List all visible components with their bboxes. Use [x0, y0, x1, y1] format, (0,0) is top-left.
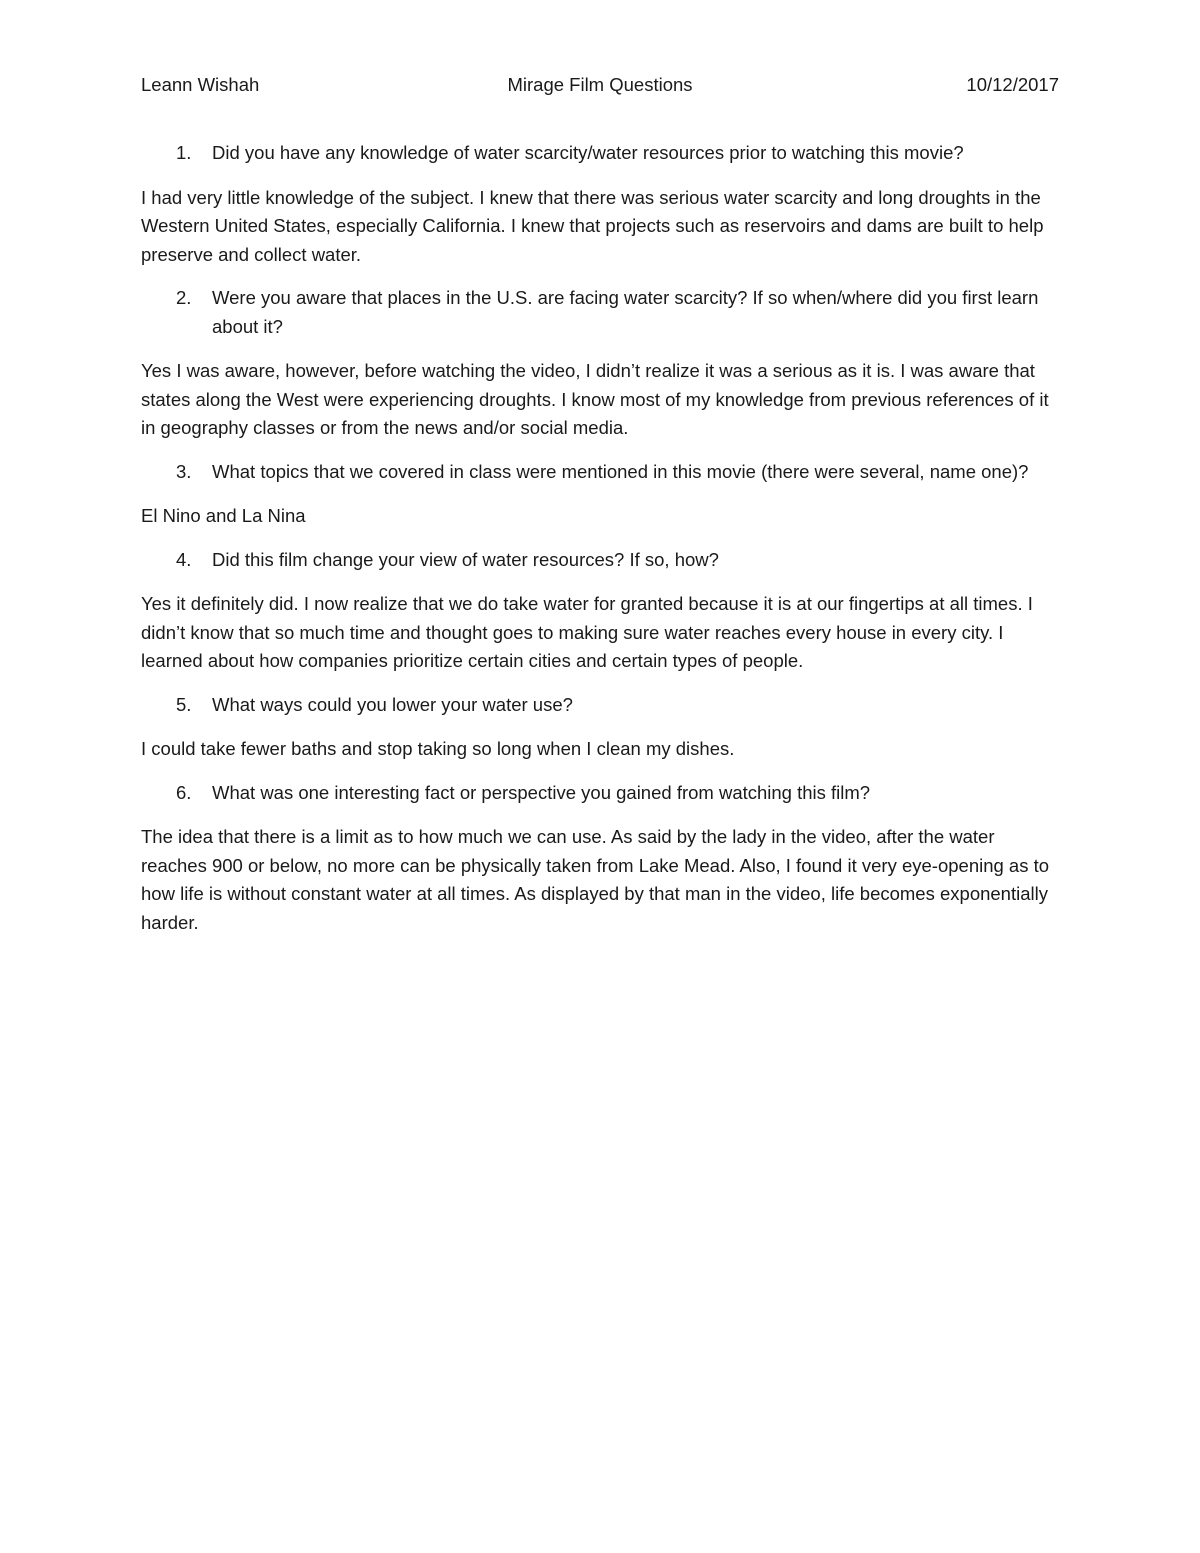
question-number: 4.	[176, 548, 192, 570]
question-number: 2.	[176, 287, 192, 308]
answer-3: El Nino and La Nina	[141, 505, 306, 526]
question-1	[141, 139, 1063, 168]
answer-2: Yes I was aware, however, before watching the video, I didn’t realize it was a serious as it is. I was aware that states along the West were experiencing droughts. I know most of my knowledge from previous references of it in geography classes or from the news and/or social media.	[141, 360, 1049, 438]
question-number: 6.	[176, 781, 192, 803]
question-number: 1.	[176, 142, 192, 163]
answer-5: I could take fewer baths and stop taking so long when I clean my dishes.	[141, 738, 735, 759]
question-number: 3.	[176, 460, 192, 482]
question-text: What ways could you lower your water use?	[212, 693, 573, 715]
question-text: What was one interesting fact or perspective you gained from watching this film?	[212, 781, 871, 803]
page-header	[141, 71, 1059, 99]
question-2	[141, 284, 1063, 341]
answer-4: Yes it definitely did. I now realize that we do take water for granted because it is at our fingertips at all times. I didn’t know that so much time and thought goes to making sure water reaches every house in every city. I learned about how companies prioritize certain cities and certain types of people.	[141, 593, 1033, 671]
question-text: Were you aware that places in the U.S. are facing water scarcity? If so when/where did you first learn about it?	[212, 287, 1039, 337]
question-text: What topics that we covered in class were mentioned in this movie (there were several, name one)?	[212, 460, 1029, 482]
question-4	[141, 546, 1063, 575]
question-text: Did you have any knowledge of water scarcity/water resources prior to watching this movie?	[212, 142, 964, 163]
answer-6: The idea that there is a limit as to how much we can use. As said by the lady in the video, after the water reaches 900 or below, no more can be physically taken from Lake Mead. Also, I found it very eye-opening as to how life is without constant water at all times. As displayed by that man in the video, life becomes exponentially harder.	[141, 826, 1050, 933]
question-number: 5.	[176, 693, 192, 715]
question-text: Did this film change your view of water resources? If so, how?	[212, 548, 719, 570]
question-3	[141, 458, 1063, 487]
header-title: Mirage Film Questions	[507, 74, 693, 95]
question-6	[141, 779, 1063, 808]
header-date: 10/12/2017	[966, 74, 1059, 95]
answer-1: I had very little knowledge of the subject. I knew that there was serious water scarcity and long droughts in the Western United States, especially California. I knew that projects such as reservoirs and dams are built to help preserve and collect water.	[141, 186, 1044, 265]
header-author: Leann Wishah	[141, 74, 260, 95]
document-body	[141, 139, 1063, 952]
question-5	[141, 691, 1063, 720]
